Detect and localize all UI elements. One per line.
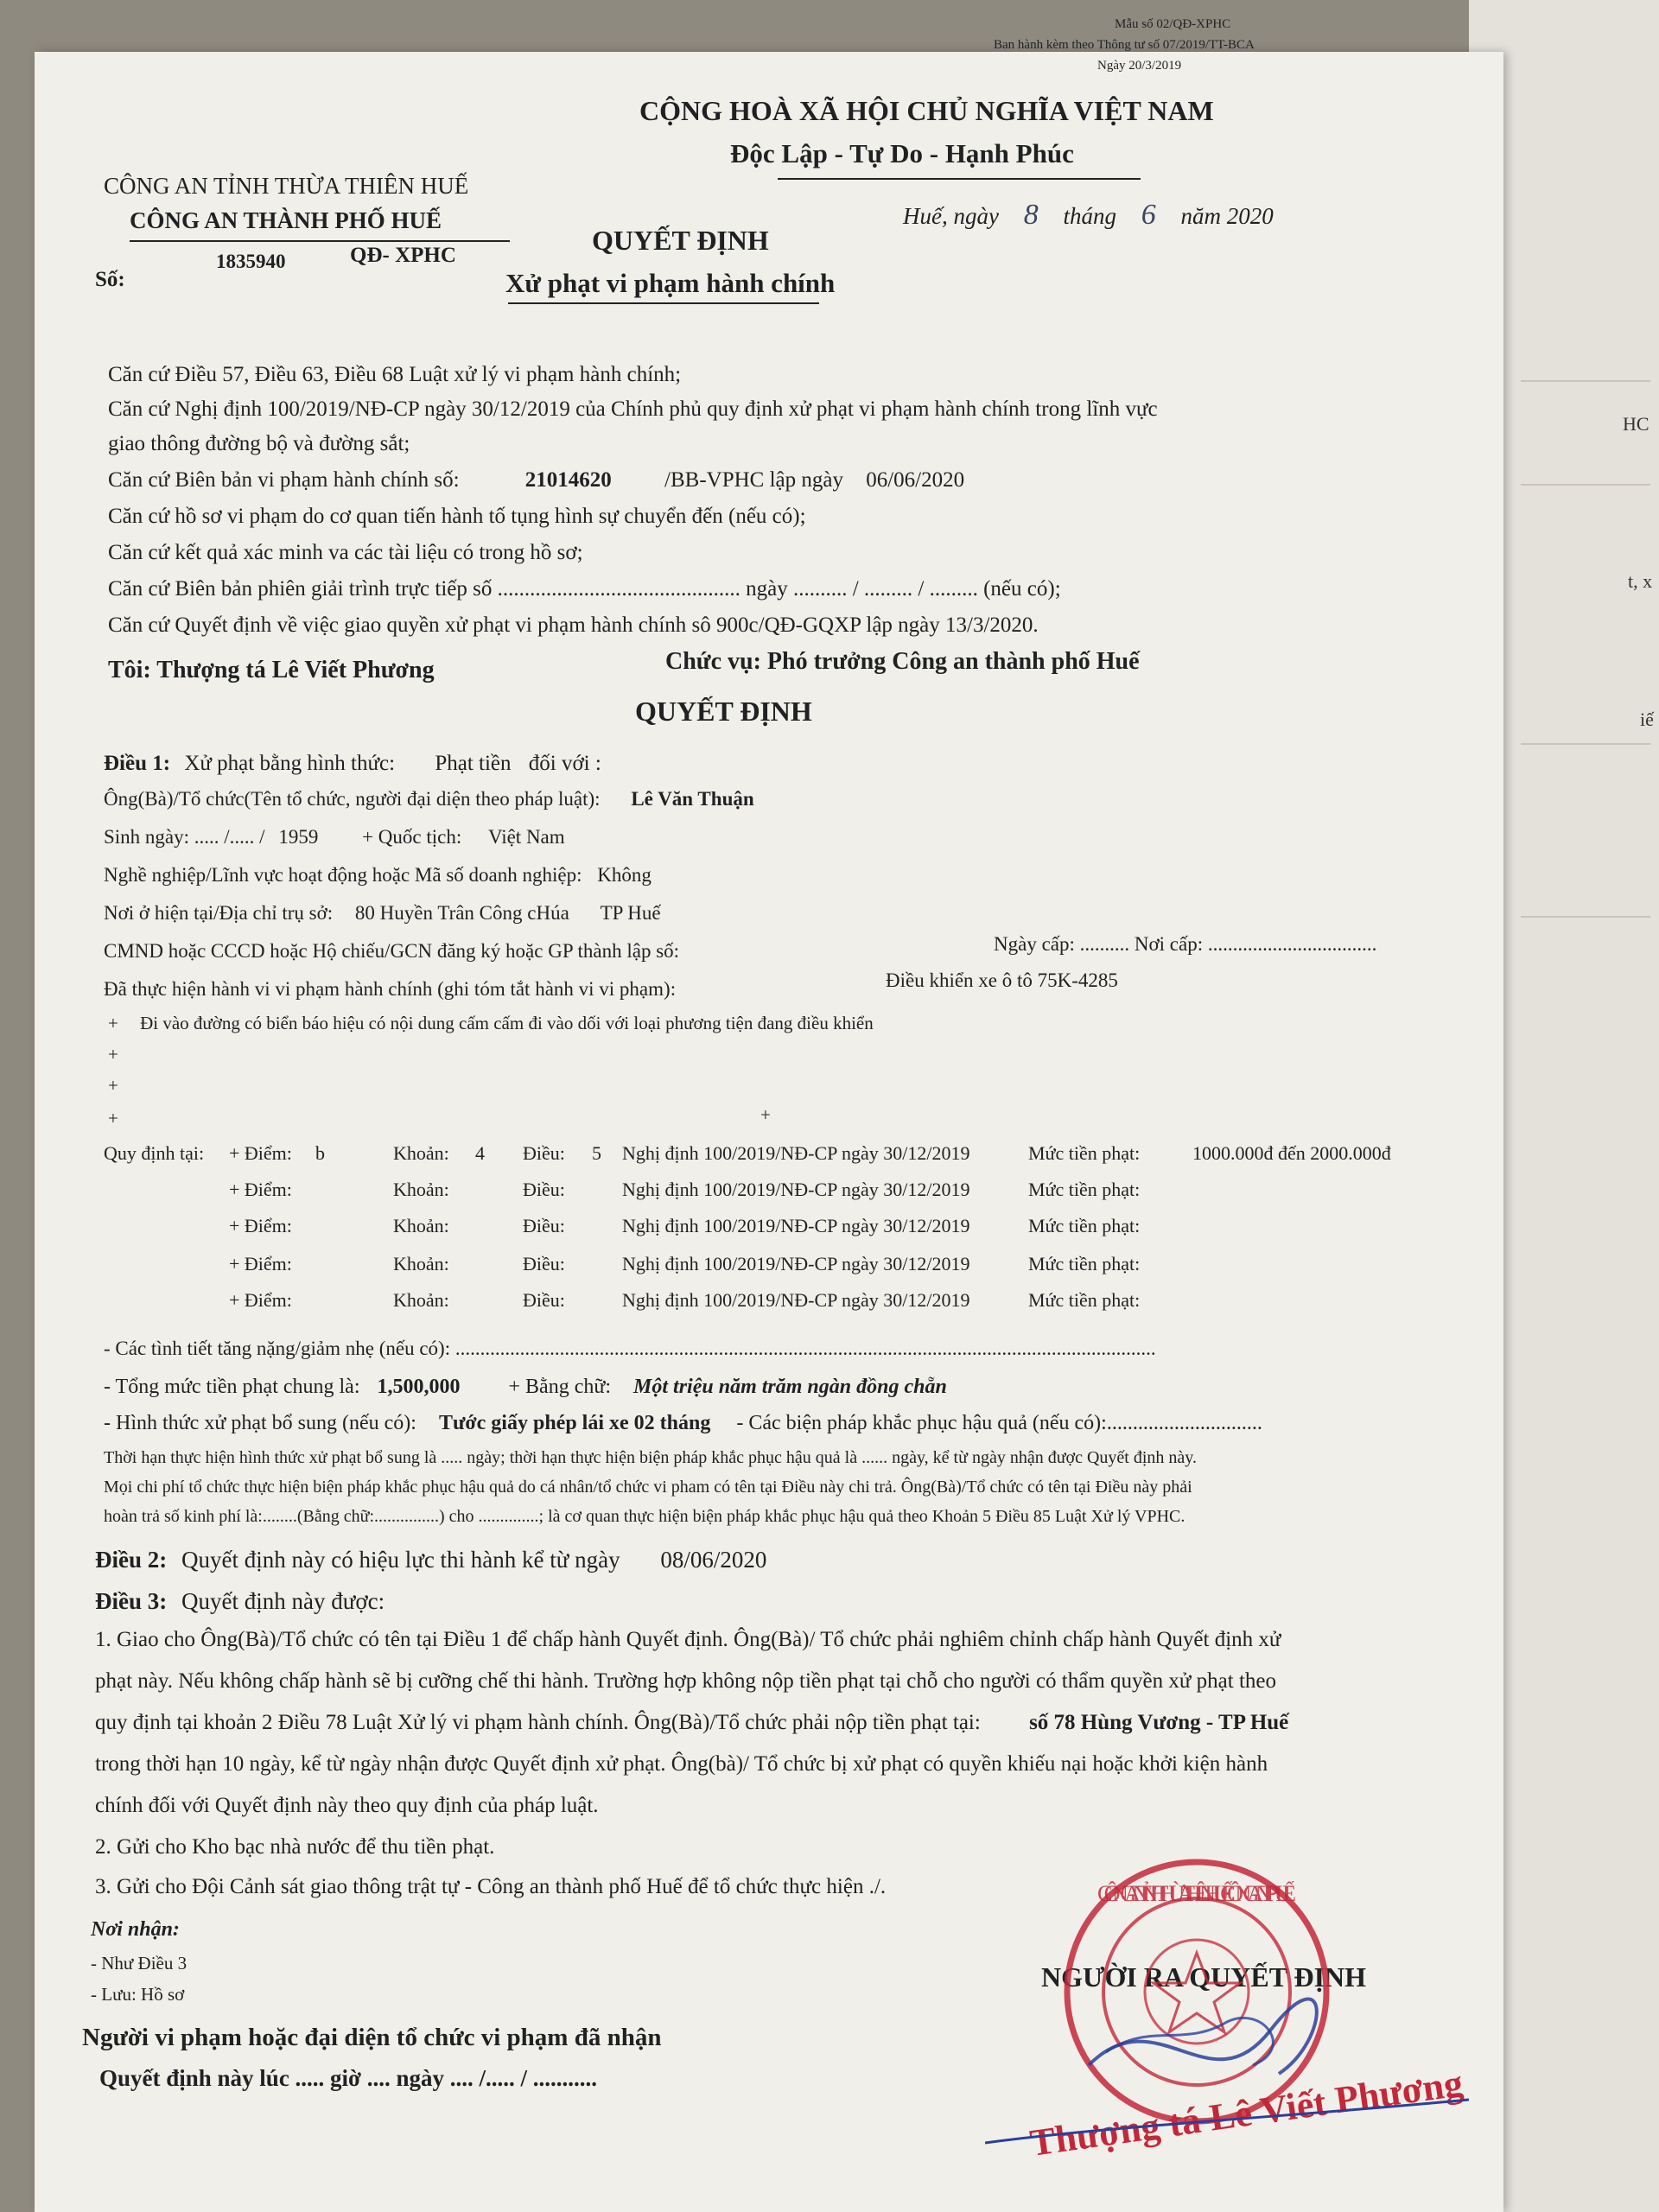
receiver-line-1: Người vi phạm hoặc đại diện tổ chức vi phạm đã nhận: [82, 2024, 662, 2051]
article-2-label: Điều 2:: [95, 1547, 168, 1573]
article-3-paragraph: quy định tại khoản 2 Điều 78 Luật Xử lý vi phạm hành chính. Ông(Bà)/Tổ chức phải nộp tiền phạt tại:: [95, 1711, 981, 1734]
record-suffix: /BB-VPHC lập ngày: [664, 468, 843, 492]
violation-item: Đi vào đường có biển báo hiệu có nội dung cấm cấm đi vào dối với loại phương tiện đang điều khiển: [140, 1013, 874, 1033]
fine-range-label: Mức tiền phạt:: [1028, 1253, 1141, 1274]
document-page: [35, 17, 1503, 2212]
job-value: Không: [597, 864, 652, 886]
subtitle-underline: [508, 302, 819, 304]
form-date: Ngày 20/3/2019: [1097, 59, 1182, 73]
background-paper-line: [1521, 380, 1650, 382]
signer-title: NGƯỜI RA QUYẾT ĐỊNH: [1041, 1961, 1367, 1993]
agency-underline: [130, 240, 510, 242]
basis-line: giao thông đường bộ và đường sắt;: [108, 432, 410, 455]
article-3-paragraph: phạt này. Nếu không chấp hành sẽ bị cưỡng chế thi hành. Trường hợp không nộp tiền phạt tại chỗ cho người có thẩm quyền xử phạt theo: [95, 1669, 1277, 1693]
address-label: Nơi ở hiện tại/Địa chỉ trụ sở:: [104, 902, 334, 924]
document-subtitle: Xử phạt vi phạm hành chính: [505, 268, 836, 298]
decision-heading: QUYẾT ĐỊNH: [635, 696, 812, 727]
basis-record: [108, 468, 964, 493]
document-title: QUYẾT ĐỊNH: [592, 225, 769, 256]
article-3-text: Quyết định này được:: [181, 1588, 385, 1614]
issuer-position: Chức vụ: Phó trưởng Công an thành phố Huế: [665, 648, 1140, 675]
fine-words-label: + Bằng chữ:: [508, 1376, 612, 1398]
record-date: 06/06/2020: [866, 468, 965, 492]
effective-date: 08/06/2020: [660, 1547, 767, 1573]
article-3-item-2: 2. Gửi cho Kho bạc nhà nước để thu tiền phạt.: [95, 1835, 495, 1859]
basis-record-label: Căn cứ Biên bản vi phạm hành chính số:: [108, 468, 460, 492]
fine-range-label: Mức tiền phạt:: [1028, 1215, 1141, 1236]
plus-mark: +: [108, 1108, 118, 1128]
agency-line-2: CÔNG AN THÀNH PHỐ HUẾ: [130, 207, 442, 233]
regulation-decree: Nghị định 100/2019/NĐ-CP ngày 30/12/2019: [622, 1215, 970, 1236]
small-print: hoàn trả số kinh phí là:........(Bằng chữ:...............) cho ..............; là cơ quan thực hiện biện pháp khắc phục hậu quả theo Khoản 5 Điều 85 Luật Xử lý VPHC.: [104, 1507, 1185, 1526]
basis-line: Căn cứ Nghị định 100/2019/NĐ-CP ngày 30/12/2019 của Chính phủ quy định xử phạt vi phạm hành chính trong lĩnh vực: [108, 397, 1158, 421]
regulation-article-value: 5: [592, 1142, 601, 1164]
article-3-paragraph: trong thời hạn 10 ngày, kể từ ngày nhận được Quyết định xử phạt. Ông(bà)/ Tổ chức bị xử phạt có quyền khiếu nại hoặc khởi kiện hành: [95, 1752, 1268, 1776]
fine-range-value: 1000.000đ đến 2000.000đ: [1192, 1142, 1391, 1164]
margin-text: t, x: [1628, 570, 1653, 592]
background-paper-line: [1521, 484, 1650, 486]
fine-range-label: Mức tiền phạt:: [1028, 1179, 1141, 1200]
form-circular: Ban hành kèm theo Thông tư số 07/2019/TT-BCA: [994, 38, 1255, 52]
small-print: Mọi chi phí tổ chức thực hiện biện pháp khắc phục hậu quả do cá nhân/tổ chức vi pham có tên tại Điều này chi trả. Ông(Bà)/Tổ chức có tên tại Điều này phải: [104, 1478, 1192, 1497]
receiver-line-2: Quyết định này lúc ..... giờ .... ngày .... /..... / ...........: [99, 2065, 598, 2091]
form-code: Mẫu số 02/QĐ-XPHC: [1115, 17, 1231, 31]
basis-line: Căn cứ Quyết định về việc giao quyền xử phạt vi phạm hành chính sô 900c/QĐ-GQXP lập ngày 13/3/2020.: [108, 613, 1039, 637]
regulation-article-label: Điều:: [523, 1289, 565, 1311]
address-city: TP Huế: [600, 902, 661, 924]
plus-mark: +: [108, 1075, 118, 1096]
month-label: tháng: [1063, 203, 1116, 229]
job-label: Nghề nghiệp/Lĩnh vực hoạt động hoặc Mã số doanh nghiệp:: [104, 864, 582, 886]
dob-label: Sinh ngày: ..... /..... /: [104, 826, 265, 848]
regulation-clause-label: Khoản:: [393, 1142, 449, 1164]
motto: Độc Lập - Tự Do - Hạnh Phúc: [730, 138, 1074, 168]
decision-number: 1835940: [216, 251, 286, 272]
seal-text: CÔNG AN TỈNH THỪA THIÊN HUẾ · CÔNG AN TP HUẾ: [1096, 1881, 1297, 1906]
agency-line-1: CÔNG AN TỈNH THỪA THIÊN HUẾ: [104, 173, 469, 199]
aggravating-line: - Các tình tiết tăng nặng/giảm nhẹ (nếu có): .............................................................................................................................................: [104, 1338, 1156, 1359]
background-paper-line: [1521, 743, 1650, 745]
date-day: 8: [1023, 199, 1039, 231]
margin-text: HC: [1623, 413, 1649, 435]
nationality-value: Việt Nam: [487, 826, 565, 848]
regulation-decree: Nghị định 100/2019/NĐ-CP ngày 30/12/2019: [622, 1289, 970, 1311]
fine-range-label: Mức tiền phạt:: [1028, 1142, 1141, 1164]
plus-mark: +: [108, 1013, 118, 1033]
penalty-form-value: Phạt tiền: [435, 752, 512, 775]
article-3-label: Điều 3:: [95, 1588, 168, 1614]
decision-number-suffix: QĐ- XPHC: [350, 244, 456, 267]
payment-place: số 78 Hùng Vương - TP Huế: [1029, 1711, 1289, 1734]
regulation-article-label: Điều:: [523, 1215, 565, 1236]
record-number: 21014620: [524, 468, 612, 492]
dob-year: 1959: [278, 826, 319, 848]
plus-mark: +: [108, 1044, 118, 1065]
issuer-name: Tôi: Thượng tá Lê Viết Phương: [108, 657, 435, 683]
extra-penalty-label: - Hình thức xử phạt bổ sung (nếu có):: [104, 1412, 416, 1434]
basis-line: Căn cứ kết quả xác minh va các tài liệu có trong hồ sơ;: [108, 541, 583, 564]
nationality-label: + Quốc tịch:: [362, 826, 462, 848]
date-prefix: Huế, ngày: [903, 203, 999, 229]
regulation-article-label: Điều:: [523, 1179, 565, 1200]
regulation-clause-label: Khoản:: [393, 1179, 449, 1200]
violation-label: Đã thực hiện hành vi vi phạm hành chính (ghi tóm tắt hành vi vi phạm):: [104, 978, 677, 1000]
plus-mark: +: [760, 1104, 771, 1125]
margin-text: iế: [1640, 709, 1654, 730]
regulation-decree: Nghị định 100/2019/NĐ-CP ngày 30/12/2019: [622, 1179, 970, 1200]
person-label: Ông(Bà)/Tổ chức(Tên tổ chức, người đại diện theo pháp luật):: [104, 788, 601, 810]
regulation-decree: Nghị định 100/2019/NĐ-CP ngày 30/12/2019: [622, 1253, 970, 1274]
violation-value: Điều khiển xe ô tô 75K-4285: [886, 969, 1118, 991]
regulation-point-label: + Điểm:: [229, 1253, 292, 1274]
regulation-point-label: + Điểm:: [229, 1142, 292, 1164]
basis-line: Căn cứ Điều 57, Điều 63, Điều 68 Luật xử lý vi phạm hành chính;: [108, 363, 682, 386]
id-label: CMND hoặc CCCD hoặc Hộ chiếu/GCN đăng ký hoặc GP thành lập số:: [104, 940, 680, 962]
id-issue-date: Ngày cấp: .......... Nơi cấp: ..................................: [994, 933, 1377, 955]
regulation-clause-label: Khoản:: [393, 1289, 449, 1311]
person-name: Lê Văn Thuận: [631, 788, 754, 810]
regulation-clause-label: Khoản:: [393, 1253, 449, 1274]
penalty-form-label: Xử phạt bằng hình thức:: [184, 752, 396, 775]
regulation-clause-value: 4: [475, 1142, 485, 1164]
signature-underline-icon: [985, 2091, 1469, 2169]
regulation-decree: Nghị định 100/2019/NĐ-CP ngày 30/12/2019: [622, 1142, 970, 1164]
regulation-clause-label: Khoản:: [393, 1215, 449, 1236]
recipient-item: - Như Điều 3: [91, 1953, 188, 1974]
recipients-label: Nơi nhận:: [91, 1918, 180, 1941]
basis-line: Căn cứ hồ sơ vi phạm do cơ quan tiến hành tố tụng hình sự chuyển đến (nếu có);: [108, 505, 806, 528]
regulation-point-label: + Điểm:: [229, 1289, 292, 1311]
total-fine-value: 1,500,000: [377, 1376, 461, 1398]
total-fine-label: - Tổng mức tiền phạt chung là:: [104, 1376, 360, 1398]
date-year: năm 2020: [1180, 203, 1274, 229]
place-date: [903, 199, 1274, 232]
penalty-target-label: đối với :: [528, 752, 601, 775]
address-value: 80 Huyền Trân Công cHúa: [354, 902, 569, 924]
nation-title: CỘNG HOÀ XÃ HỘI CHỦ NGHĨA VIỆT NAM: [639, 95, 1214, 126]
signer-name: Thượng tá Lê Viết Phương: [1027, 2062, 1465, 2164]
background-paper-line: [1521, 916, 1650, 918]
regulation-point-label: + Điểm:: [229, 1179, 292, 1200]
article-3-item-3: 3. Gửi cho Đội Cảnh sát giao thông trật tự - Công an thành phố Huế để tổ chức thực hiện ./.: [95, 1875, 887, 1898]
motto-underline: [778, 178, 1141, 180]
regulation-article-label: Điều:: [523, 1142, 565, 1164]
regulation-label: Quy định tại:: [104, 1142, 205, 1164]
so-label: Số:: [95, 268, 125, 291]
regulation-point-value: b: [315, 1142, 325, 1164]
basis-line: Căn cứ Biên bản phiên giải trình trực tiếp số ............................................. ngày .......... / ......... / ......... (nếu có);: [108, 577, 1061, 601]
fine-words-value: Một triệu năm trăm ngàn đồng chẵn: [633, 1376, 947, 1398]
extra-penalty-value: Tước giấy phép lái xe 02 tháng: [438, 1412, 711, 1434]
date-month: 6: [1141, 199, 1156, 231]
remedy-label: - Các biện pháp khắc phục hậu quả (nếu có):..............................: [736, 1412, 1262, 1434]
article-1-label: Điều 1:: [104, 752, 171, 775]
recipient-item: - Lưu: Hồ sơ: [91, 1984, 185, 2005]
regulation-point-label: + Điểm:: [229, 1215, 292, 1236]
article-3-paragraph: 1. Giao cho Ông(Bà)/Tổ chức có tên tại Điều 1 để chấp hành Quyết định. Ông(Bà)/ Tổ chức phải nghiêm chỉnh chấp hành Quyết định xử: [95, 1628, 1281, 1651]
article-2-text: Quyết định này có hiệu lực thi hành kể từ ngày: [181, 1547, 620, 1573]
fine-range-label: Mức tiền phạt:: [1028, 1289, 1141, 1311]
article-3-paragraph: chính đối với Quyết định này theo quy định của pháp luật.: [95, 1794, 599, 1817]
small-print: Thời hạn thực hiện hình thức xử phạt bổ sung là ..... ngày; thời hạn thực hiện biện pháp khắc phục hậu quả là ...... ngày, kể từ ngày nhận được Quyết định này.: [104, 1448, 1197, 1467]
regulation-article-label: Điều:: [523, 1253, 565, 1274]
